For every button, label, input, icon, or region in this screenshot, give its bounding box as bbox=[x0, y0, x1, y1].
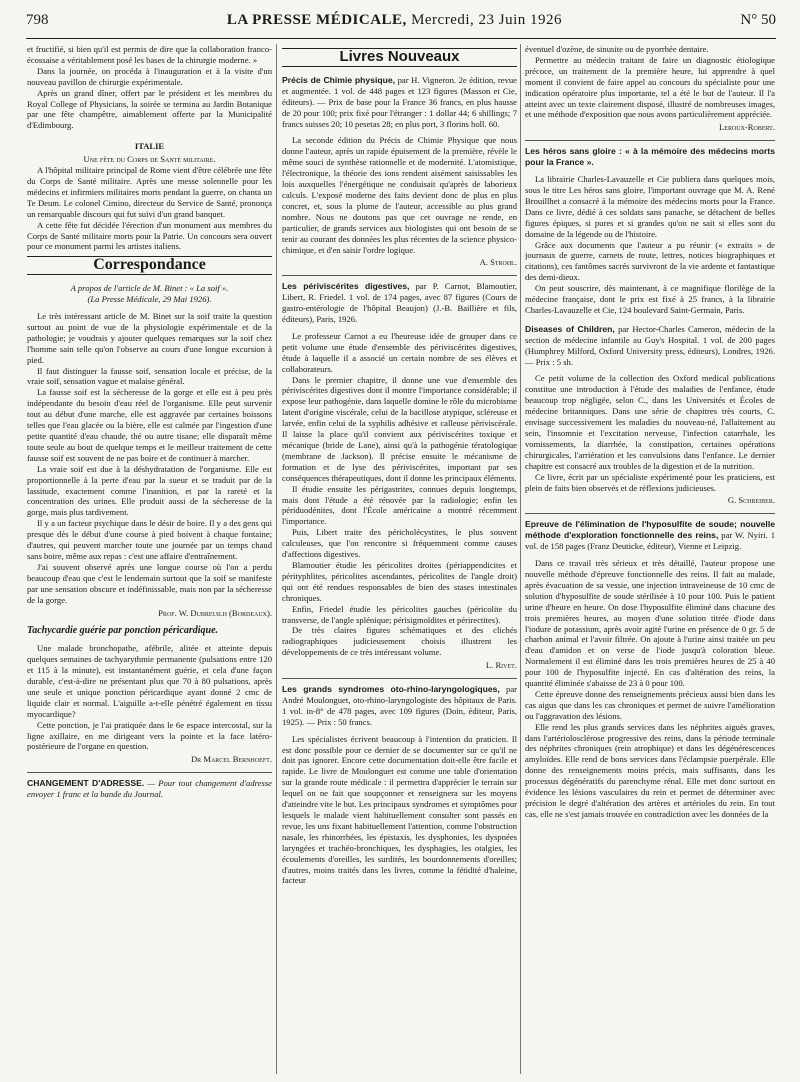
paragraph: Elle rend les plus grands services dans les néphrites aiguës graves, dans l'artériolosclérose progressive des reins, dans la période terminale des néphrites chroniques (rein atrophique) et dans les dégénérescences amyloïdes. Elle rend de bons services dans l'éclampsie puerpérale. Elle donne des renseignements moins précis, mais suffisants, dans les processus dégénératifs du parenchyme rénal. Elle met donc surtout en évidence les lésions vasculaires du rein et permet de déterminer avec précision le degré d'altération des artères et artérioles du rein. En tout cas, elle ne s'est jamais trouvée en contradiction avec les données de la bbox=[525, 721, 775, 819]
column-right bbox=[525, 44, 775, 1074]
livres-header bbox=[282, 48, 517, 67]
paragraph: Le très intéressant article de M. Binet sur la soif traite la question surtout au point de vue de la physiologie expérimentale et de la pathologie; je voudrais y ajouter quelques remarques sur la soif chez l'homme sain telle qu'on l'observe au cours d'une longue excursion à pied. bbox=[27, 311, 272, 365]
notice-text: — Pour tout changement d'adresse envoyer 1 franc et la bande du Journal. bbox=[27, 778, 272, 800]
paragraph: A cette fête fut décidée l'érection d'un monument aux membres du Corps de Santé militaire morts pour la Patrie. Un concours sera ouvert pour ce monument parmi les artistes italiens. bbox=[27, 219, 272, 252]
section-heading-italie: ITALIE bbox=[134, 141, 165, 152]
paragraph: La fausse soif est la sécheresse de la gorge et elle est à peu près indépendante du besoin d'eau réel de l'organisme. Elle peut survenir tout au début d'une marche, elle est aggravée par certaines boissons telles que l'eau glacée ou la bière, elle est calmée par l'ingestion d'une petite quantité d'eau chaude, thé ou autre tisane; elle disparaît même toute seule au bout de quelque temps et le meilleur traitement de cette fausse soif est souvent de ne pas boire et de continuer à marcher. bbox=[27, 387, 272, 463]
paragraph: Dans le premier chapitre, il donne une vue d'ensemble des périviscérites digestives dont il montre l'importance considérable; il expose leur pathogénie, dans laquelle domine le rôle du microbisme latent d'origine viscérale, celui de la bacillose atypique, scléreuse et larvée, enfin celui de la syphilis adhésive et calleuse périviscérale. Il laisse la place qu'il convient aux périviscérites toxique et mécanique (bride de Lane), ainsi qu'à la pathogénie tératologique (membrane de Jackson). Il précise ensuite le mécanisme de formation et de lyse des périviscérites, important par ses conséquences thérapeutiques, dont il donne les principaux éléments. bbox=[282, 374, 517, 483]
paragraph: Il y a un facteur psychique dans le désir de boire. Il y a des gens qui presque dès le début d'une course à pied boivent à chaque fontaine; d'autres, qui peuvent marcher toute une journée par un temps chaud sans boire, même aux repas : c'est une affaire d'entraînement. bbox=[27, 518, 272, 561]
signature: A. Strohl. bbox=[479, 257, 517, 268]
paragraph: Ce petit volume de la collection des Oxford medical publications constitue une introduction à l'étude des maladies de l'enfance, étude beaucoup trop négligée, selon C., dans les Universités et Écoles de médecine britanniques. Dans une série de chapitres très courts, C. envisage successivement les maladies du nouveau-né, l'allaitement au sein, l'insomnie et l'excitation nerveuse, l'infection catarrhale, les vomissements, la diarrhée, la constipation, certaines opérations chirurgicales, l'arriération et les convulsions dans l'enfance. Le dernier chapitre est consacré aux troubles de la digestion et de la nutrition. bbox=[525, 373, 775, 471]
book-entry-heading bbox=[282, 684, 517, 728]
address-change-notice bbox=[27, 778, 272, 800]
book-meta: par André Moulonguet, oto-rhino-laryngologiste des hôpitaux de Paris. 1 vol. in-8° de 478 pages, avec 109 figures (Doin, éditeur, Paris, 1925). — Prix : 50 francs. bbox=[282, 684, 517, 727]
paragraph: Le professeur Carnot a eu l'heureuse idée de grouper dans ce petit volume une étude d'ensemble des périviscérites digestives, étude à laquelle il a associé un certain nombre de ses élèves et collaborateurs. bbox=[282, 330, 517, 374]
book-entry-heading bbox=[525, 519, 775, 552]
section-subheading: Une fête du Corps de Santé militaire. bbox=[83, 154, 216, 165]
book-meta: par Hector-Charles Cameron, médecin de la section de médecine infantile au Guy's Hospital. 1 vol. de 200 pages (Humphrey Milford, Oxford University press, éditeurs), Londres, 1926. — Prix : 5 sh. bbox=[525, 323, 775, 367]
paragraph: et fructifié, si bien qu'il est permis de dire que la collaboration franco-écossaise a véritablement posé les bases de la chirurgie moderne. » bbox=[27, 44, 272, 65]
journal-title bbox=[227, 12, 562, 29]
issue-number: N° 50 bbox=[740, 12, 776, 28]
book-meta: par W. Nyiri. 1 vol. de 158 pages (Franz Deuticke, éditeur), Vienne et Leipzig. bbox=[525, 530, 775, 552]
book-title: Epreuve de l'élimination de l'hyposulfite de soude; nouvelle méthode d'exploration fonctionnelle des reins, bbox=[525, 519, 775, 541]
article-reference-source: (La Presse Médicale, 29 Mai 1926). bbox=[87, 294, 212, 305]
book-title: Les grands syndromes oto-rhino-laryngologiques, bbox=[282, 684, 500, 695]
paragraph: Ce livre, écrit par un spécialiste expérimenté pour les praticiens, est plein de faits bien observés et de réflexions judicieuses. bbox=[525, 471, 775, 493]
book-meta: par H. Vigneron. 2e édition, revue et augmentée. 1 vol. de 448 pages et 123 figures (Masson et Cie, éditeurs). — Prix de base pour la France 36 francs, en plus hausse de 20 pour 100; prix fixé pour l'étranger : 1 dollar 44; 6 shillings; 7 francs suisses 20; 10 pesetas 28; en plus port, 3 florins holl. 60. bbox=[282, 74, 517, 129]
book-title: Diseases of Children, bbox=[525, 323, 615, 334]
section-title-correspondance: Correspondance bbox=[93, 256, 206, 274]
paragraph: Permettre au médecin traitant de faire un diagnostic étiologique précoce, un traitement de la première heure, lui apprendre à quel moment il convient de faire appel au concours du spécialiste pour une indication opératoire plus importante, tel a été le but de l'auteur. Il l'a atteint avec un texte clairement disposé, illustré de nombreuses images, et une méthode d'exposition que nous avons particulièrement appréciée. bbox=[525, 54, 775, 120]
paragraph: Blamoutier étudie les péricolites droites (périappendicites et pérityphlites, péricolites ascendantes, péricolites de l'angle droit) qui ont été rendues responsables de bien des stases intestinales chroniques. bbox=[282, 559, 517, 603]
paragraph: La librairie Charles-Lavauzelle et Cie publiera dans quelques mois, sous le titre Les héros sans gloire, l'important ouvrage que M. A. René Brouillhet a consacré à la mémoire des médecins morts pour la France. Dans ce livre, dédié à ces soldats sans panache, se détachent de belles figures épiques, si pures et si grandes qu'on ne sait si elles sont du domaine de la légende ou de l'histoire. bbox=[525, 174, 775, 239]
paragraph: On peut souscrire, dès maintenant, à ce magnifique florilège de la médecine française, dont le prix est fixé à 25 francs, à la librairie Charles-Lavauzelle et Cie, 124 boulevard Saint-Germain, Paris. bbox=[525, 283, 775, 315]
paragraph: Une malade bronchopathe, afébrile, alitée et atteinte depuis quelques semaines de tachyarythmie permanente (pulsations entre 120 et 115 à la minute), est instantanément guérie, et cela d'une façon durable, c'est-à-dire ne présentant plus que 70 à 80 pulsations, après une seule et unique ponction péricardique ayant donné 2 cmc de liquide clair et normal. L'aiguille a-t-elle pénétré également en tissu myocardique? bbox=[27, 643, 272, 719]
correspondance-header bbox=[27, 256, 272, 275]
signature: Dr Marcel Bernhoeft. bbox=[190, 754, 272, 765]
paragraph: Grâce aux documents que l'auteur a pu réunir (« extraits » de journaux de guerre, carnets de route, lettres, notices biographiques et citations), ces fantômes sacrés survivront de la vie ardente et fantastique des demi-dieux. bbox=[525, 239, 775, 283]
signature: Prof. W. Dubreuilh (Bordeaux). bbox=[158, 607, 272, 618]
paragraph: Les spécialistes écrivent beaucoup à l'intention du praticien. Il est donc possible pour ce dernier de se documenter sur ce qu'il ne doit pas ignorer. Encore cette documentation doit-elle être facile et rapide. Le livre de Moulonguet est comme une table d'orientation sur la grande route médicale : il permettra d'apprécier le terrain sur lequel on ne fait que soupçonner et renseignera sur les moyens d'atteindre vite le but. Les principaux syndromes et symptômes pour lesquels le malade vient habituellement consulter sont passés en revue, les uns fixant habituellement l'attention, comme l'obstruction nasale, les rhinorrhées, les épistaxis, les dysphonies, les dyspnées laryngées et trachéo-bronchiques, les dysphagies, les otalgies, les écoulements d'oreilles, les surdités, les bourdonnements d'oreilles; d'autres, moins traités dans les livres, comme la fétidité d'haleine, facteur bbox=[282, 733, 517, 886]
journal-name: LA PRESSE MÉDICALE, bbox=[226, 12, 407, 28]
paragraph: Il faut distinguer la fausse soif, sensation locale et précise, de la vraie soif, sensation vague et malaise général. bbox=[27, 365, 272, 387]
book-entry-heading bbox=[282, 281, 517, 325]
issue-date: Mercredi, 23 Juin 1926 bbox=[411, 12, 563, 28]
paragraph: J'ai souvent observé après une longue course où l'on a perdu beaucoup d'eau que c'est le lendemain surtout que la soif se manifeste par une sensation obscure et indéfinissable, mais non par la sécheresse de la gorge. bbox=[27, 561, 272, 605]
signature: Leroux-Robert. bbox=[719, 122, 775, 133]
book-entry-heading bbox=[525, 324, 775, 368]
news-title: Les héros sans gloire : « à la mémoire des médecins morts pour la France ». bbox=[525, 146, 775, 168]
page-number: 798 bbox=[26, 12, 49, 28]
notice-title: CHANGEMENT D'ADRESSE. bbox=[27, 778, 145, 789]
signature: L. Rivet. bbox=[485, 660, 517, 671]
paragraph: Cette épreuve donne des renseignements précieux aussi bien dans les cas aigus que dans les cas chroniques et permet de suivre l'amélioration ou l'aggravation des lésions. bbox=[525, 688, 775, 721]
paragraph: La seconde édition du Précis de Chimie Physique que nous donne l'auteur, après un rapide épuisement de la première, révèle le même souci de synthèse rationnelle et de modernité. L'atomistique, l'électronique, la théorie des ions rendent aisément saisissables les lois auxquelles l'énergétique ne conduisait qu'après de laborieux calculs. L'exposé moderne des faits devient donc de plus en plus concret, et, sous la plume de l'auteur, accessible au plus grand nombre. Nous ne doutons pas que cet ouvrage ne rende, en particulier, de grands services aux biologistes qui ont besoin de se tenir au courant des données les plus récentes de la science physico-chimique, et d'en saisir l'ordre logique. bbox=[282, 135, 517, 255]
book-title: Les périviscérites digestives, bbox=[282, 281, 410, 292]
paragraph: Dans ce travail très sérieux et très détaillé, l'auteur propose une nouvelle méthode d'épreuve fonctionnelle des reins. Il fait au malade, après évacuation de sa vessie, une injection intraveineuse de 10 cmc de solution d'hyposulfite de soude stérilisée à 10 pour 100. Puis le patient urine d'heure en heure. On dose l'hyposulfite éliminé dans chacune des trois premières heures, au moyen d'une solution titrée d'iode dans l'iodure de potassium, après avoir agité l'urine en présence de 0 gr. 5 de charbon animal et l'avoir filtrée. On ajoute à l'urine ainsi traitée un peu d'eau d'amidon et on verse de l'iode jusqu'à coloration bleue. Normalement il est éliminé dans les trois premières heures de 25 à 40 pour 100 de l'hyposulfite injecté. En cas d'altération des reins, la quantité éliminée s'abaisse de 23 à 0 pour 100. bbox=[525, 558, 775, 689]
paragraph: Il étudie ensuite les périgastrites, connues depuis longtemps, mais dont l'étude a été rénovée par la radiologie; enfin les périduodénites, dont l'École américaine a montré récemment l'importance. bbox=[282, 483, 517, 527]
page-header bbox=[26, 12, 776, 39]
column-divider bbox=[276, 44, 277, 1074]
column-middle bbox=[282, 44, 517, 1074]
paragraph: éventuel d'ozène, de sinusite ou de pyorrhée dentaire. bbox=[525, 44, 709, 54]
book-entry-heading bbox=[282, 75, 517, 130]
section-title-livres-nouveaux: Livres Nouveaux bbox=[339, 48, 460, 65]
book-meta: par P. Carnot, Blamoutier, Libert, R. Friedel. 1 vol. de 174 pages, avec 87 figures (Cours de gastro-entérologie de l'hôpital Beaujon) (J.-B. Baillière et fils, éditeurs), Paris, 1926. bbox=[282, 281, 517, 325]
book-title: Précis de Chimie physique, bbox=[282, 74, 396, 85]
news-heading bbox=[525, 146, 775, 168]
paragraph: Dans la journée, on procéda à l'inauguration et à la visite d'un nouveau pavillon de chirurgie expérimentale. bbox=[27, 65, 272, 87]
signature: G. Schreiber. bbox=[727, 495, 775, 506]
letter-title: Tachycardie guérie par ponction péricardique. bbox=[27, 625, 219, 637]
paragraph: Enfin, Friedel étudie les péricolites gauches (péricolite du transverse, de l'angle splénique; périsigmoïdites et périrectites). bbox=[282, 603, 517, 625]
paragraph: Après un grand dîner, offert par le président et les membres du Royal College of Physicians, la soirée se termina au Jardin Botanique par une fête champêtre, aimablement offerte par la Municipalité d'Edimbourg. bbox=[27, 87, 272, 131]
column-left bbox=[27, 44, 272, 1074]
article-reference: A propos de l'article de M. Binet : « La soif ». bbox=[70, 283, 229, 294]
paragraph: De très claires figures schématiques et des clichés radiographiques judicieusement choisis illustrent les développements de ce très intéressant volume. bbox=[282, 625, 517, 658]
paragraph: Cette ponction, je l'ai pratiquée dans le 6e espace intercostal, sur la ligne axillaire, en me dirigeant vers la pointe et la face latéro-postérieure de l'organe en question. bbox=[27, 719, 272, 752]
paragraph: A l'hôpital militaire principal de Rome vient d'être célébrée une fête du Corps de Santé militaire. Après une messe solennelle pour les médecins et infirmiers militaires morts pendant la guerre, on chanta un Te Deum. Le colonel Cimino, directeur du Service de Santé, prononça un remarquable discours qui fut suivi d'un grand banquet. bbox=[27, 165, 272, 219]
paragraph: Puis, Libert traite des péricholécystites, le plus souvent calculeuses, que l'on rencontre si fréquemment comme causes d'affections digestives. bbox=[282, 527, 517, 560]
column-divider bbox=[520, 44, 521, 1074]
paragraph: La vraie soif est due à la déshydratation de l'organisme. Elle est proportionnelle à la perte d'eau par la sueur et se traduit par de la lassitude, exactement comme l'inanition, et par la rareté et la concentration des urines. Elle produit aussi de la sécheresse de la gorge, mais plus tardivement. bbox=[27, 463, 272, 518]
